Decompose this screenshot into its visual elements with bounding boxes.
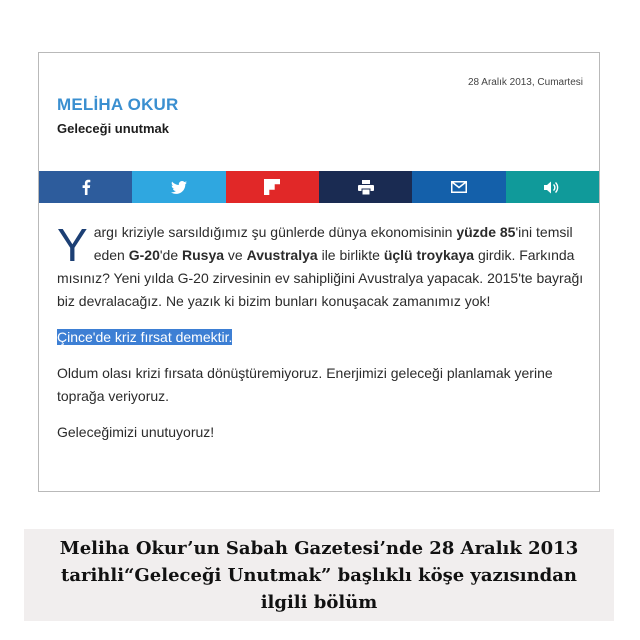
caption-box [24,529,614,621]
text-segment: 'de [159,247,182,263]
audio-icon [544,181,560,194]
flipboard-icon [264,179,280,195]
listen-audio-button[interactable] [506,171,599,203]
text-segment: ve [224,247,247,263]
paragraph-2 [57,326,587,349]
print-icon [358,180,374,195]
paragraph-3: Oldum olası krizi fırsata dönüştüremiyoruz. Enerjimizi geleceği planlamak yerine toprağa veriyoruz. [57,365,553,404]
highlighted-text: Çince'de kriz fırsat demektir. [57,329,233,345]
email-share-button[interactable] [412,171,505,203]
text-segment: ile birlikte [317,247,384,263]
article-body [57,221,587,457]
bold-text: G-20 [128,247,160,263]
share-bar [39,171,599,203]
bold-text: Rusya [182,247,225,263]
paragraph-4: Geleceğimizi unutuyoruz! [57,424,215,440]
text-segment: argı kriziyle sarsıldığımız şu günlerde dünya ekonomisinin [93,224,457,240]
flipboard-share-button[interactable] [226,171,319,203]
text-segment: girdik. Farkında mısınız? Yeni yılda G-20 zirvesinin ev sahipliğini Avustralya yapacak. 2015'te bayrağı biz devralacağız. Ne yazık ki bizim bunları konuşacak zamanımız yok! [57,247,584,309]
paragraph-1 [57,221,587,313]
email-icon [451,181,467,193]
author-name[interactable]: MELİHA OKUR [57,95,179,114]
text-segment: 'ini temsil eden [93,224,573,263]
caption-text: Meliha Okur’un Sabah Gazetesi’nde 28 Aralık 2013 tarihli“Geleceği Unutmak” başlıklı köşe yazısından ilgili bölüm [59,537,579,613]
drop-cap: Y [57,219,88,271]
twitter-icon [171,181,187,194]
bold-text: üçlü troykaya [383,247,475,263]
bold-text: yüzde 85 [456,224,516,240]
bold-text: Avustralya [246,247,318,263]
print-button[interactable] [319,171,412,203]
twitter-share-button[interactable] [132,171,225,203]
article-title: Geleceği unutmak [57,121,169,136]
article-date: 28 Aralık 2013, Cumartesi [467,77,583,88]
article-card [38,52,600,492]
facebook-icon [81,179,91,195]
facebook-share-button[interactable] [39,171,132,203]
